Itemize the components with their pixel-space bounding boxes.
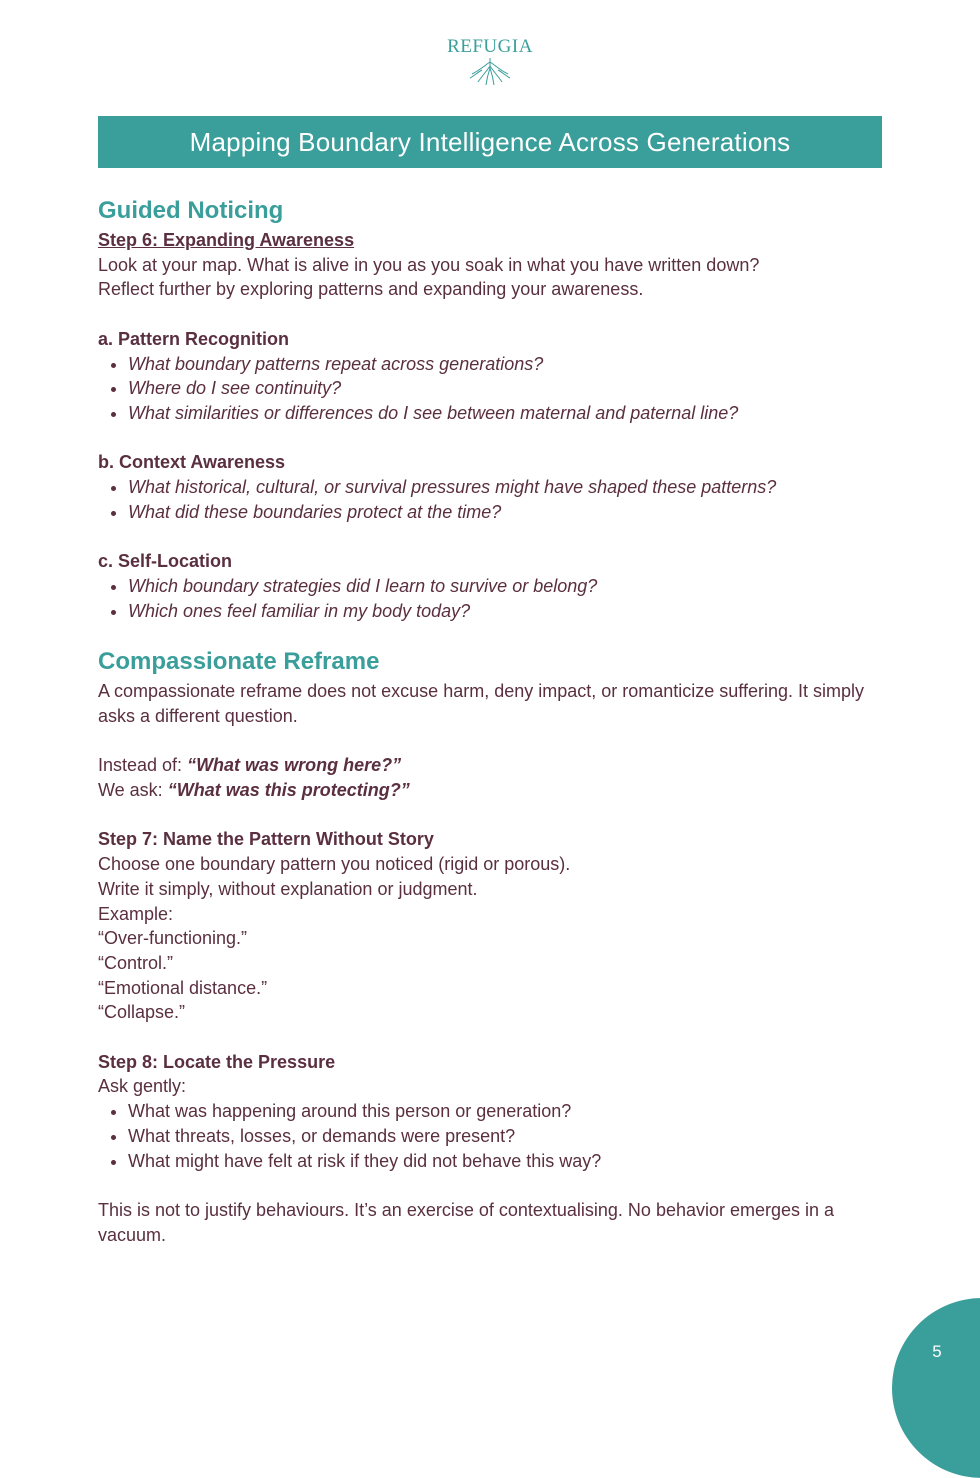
self-location-list [98,574,882,623]
logo-text: REFUGIA [447,36,533,57]
step7-line: “Collapse.” [98,1002,186,1023]
list-item: • What might have felt at risk if they did not behave this way? [128,1149,882,1174]
step8-intro: Ask gently: [98,1076,187,1097]
roots-icon [460,58,520,86]
step6-title: Step 6: Expanding Awareness [98,230,355,250]
list-item: • What historical, cultural, or survival pressures might have shaped these patterns? [128,475,882,500]
list-item: • What did these boundaries protect at the time? [128,500,882,525]
list-item: • Which boundary strategies did I learn to survive or belong? [128,574,882,599]
page-number: 5 [932,1342,942,1361]
main-content [98,194,882,1247]
step7-line: “Control.” [98,952,174,973]
context-awareness-list [98,475,882,524]
list-item: • Where do I see continuity? [128,376,882,401]
step7-line: Example: [98,903,174,924]
pattern-recognition-title: a. Pattern Recognition [98,328,290,349]
instead-label: Instead of: [98,755,188,776]
step6-intro-1: Look at your map. What is alive in you as you soak in what you have written down? [98,254,760,275]
logo [0,36,980,86]
list-item: • What was happening around this person or generation? [128,1099,882,1124]
self-location-title: c. Self-Location [98,551,233,572]
pattern-recognition-list [98,352,882,426]
step7-title: Step 7: Name the Pattern Without Story [98,829,434,850]
list-item: • What threats, losses, or demands were present? [128,1124,882,1149]
instead-of-line [98,753,882,778]
ask-label: We ask: [98,780,168,800]
step7-line: “Emotional distance.” [98,977,268,998]
context-awareness-title: b. Context Awareness [98,452,286,473]
compassionate-reframe-heading: Compassionate Reframe [98,648,380,676]
list-item: • Which ones feel familiar in my body today? [128,599,882,624]
step7-line: “Over-functioning.” [98,928,248,949]
ask-quote: “What was this protecting?” [167,780,410,800]
step7-line: Write it simply, without explanation or judgment. [98,878,478,899]
title-banner [98,116,882,168]
step7-line: Choose one boundary pattern you noticed (rigid or porous). [98,854,571,875]
reframe-intro: A compassionate reframe does not excuse harm, deny impact, or romanticize suffering. It simply asks a different question. [98,681,865,726]
instead-quote: “What was wrong here?” [187,755,402,776]
list-item: • What similarities or differences do I see between maternal and paternal line? [128,401,882,426]
step8-list [98,1099,882,1173]
page-title: Mapping Boundary Intelligence Across Generations [189,126,791,157]
step6-intro-2: Reflect further by exploring patterns and expanding your awareness. [98,279,644,300]
guided-noticing-heading: Guided Noticing [98,197,284,224]
step8-title: Step 8: Locate the Pressure [98,1051,336,1072]
we-ask-line [98,778,882,803]
closing-paragraph: This is not to justify behaviours. It’s an exercise of contextualising. No behavior emerges in a vacuum. [98,1199,835,1245]
page-number-badge [892,1298,980,1478]
list-item: • What boundary patterns repeat across generations? [128,352,882,377]
